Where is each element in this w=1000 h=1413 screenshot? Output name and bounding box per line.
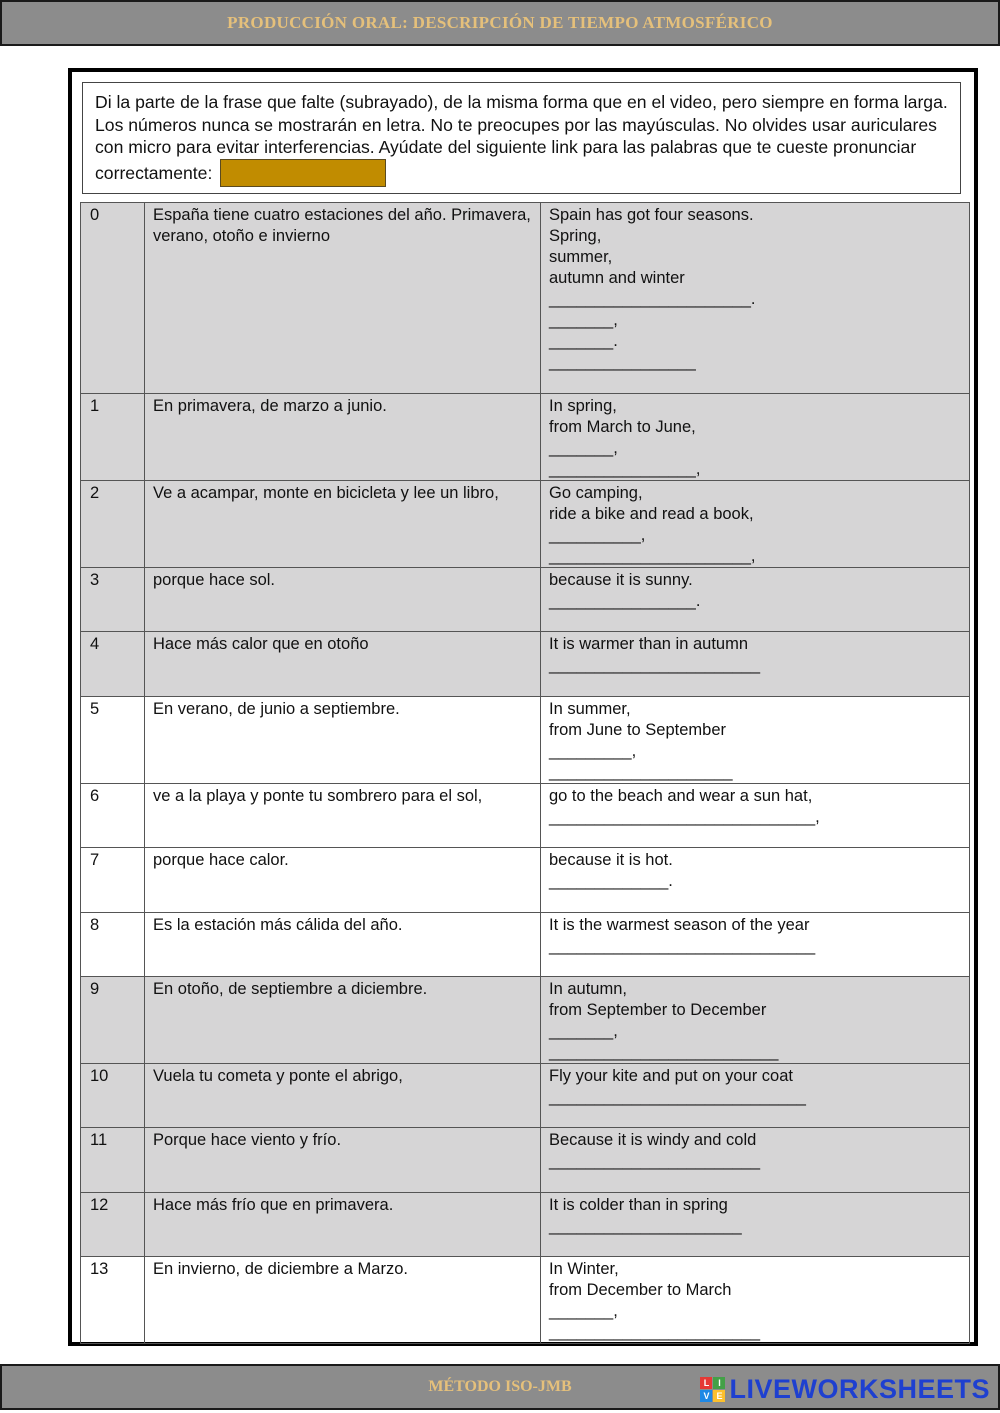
answer-blank[interactable]: _________________________ — [549, 1043, 779, 1061]
logo-letter: V — [700, 1390, 712, 1402]
answer-blank[interactable]: _______. — [549, 332, 618, 350]
table-row — [81, 1064, 970, 1128]
english-line: It is warmer than in autumn — [549, 635, 748, 653]
english-line: Fly your kite and put on your coat — [549, 1067, 793, 1085]
logo-letter: L — [700, 1377, 712, 1389]
table-row — [81, 977, 970, 1064]
table-row — [81, 394, 970, 481]
row-number: 12 — [81, 1193, 145, 1257]
english-line: In summer, — [549, 700, 631, 718]
row-number: 7 — [81, 848, 145, 913]
table-row — [81, 1257, 970, 1344]
table-row — [81, 697, 970, 784]
english-line: from March to June, — [549, 418, 696, 436]
row-number: 10 — [81, 1064, 145, 1128]
english-line: Go camping, — [549, 484, 643, 502]
instructions-box — [82, 82, 961, 194]
table-row — [81, 1128, 970, 1193]
spanish-sentence: Ve a acampar, monte en bicicleta y lee un libro, — [145, 481, 541, 568]
answer-blank[interactable]: _____________________________ — [549, 937, 816, 955]
spanish-sentence: ve a la playa y ponte tu sombrero para el sol, — [145, 784, 541, 848]
row-number: 9 — [81, 977, 145, 1064]
logo-letter: I — [713, 1377, 725, 1389]
row-number: 3 — [81, 568, 145, 632]
english-line: because it is sunny. — [549, 571, 693, 589]
answer-blank[interactable]: _______________________ — [549, 1323, 761, 1341]
table-row — [81, 203, 970, 394]
english-line: from June to September — [549, 721, 727, 739]
spanish-sentence: España tiene cuatro estaciones del año. Primavera, verano, otoño e invierno — [145, 203, 541, 394]
english-answer[interactable] — [541, 568, 970, 632]
english-answer[interactable] — [541, 481, 970, 568]
english-line: autumn and winter — [549, 269, 685, 287]
answer-blank[interactable]: ____________________________ — [549, 1088, 806, 1106]
english-line: In spring, — [549, 397, 617, 415]
pronunciation-link[interactable] — [220, 159, 386, 187]
row-number: 5 — [81, 697, 145, 784]
logo-letter: E — [713, 1390, 725, 1402]
table-row — [81, 913, 970, 977]
spanish-sentence: porque hace sol. — [145, 568, 541, 632]
spanish-sentence: En otoño, de septiembre a diciembre. — [145, 977, 541, 1064]
english-line: ride a bike and read a book, — [549, 505, 754, 523]
logo-icon — [700, 1377, 725, 1402]
method-label: MÉTODO ISO-JMB — [428, 1378, 572, 1395]
english-answer[interactable] — [541, 203, 970, 394]
answer-blank[interactable]: __________, — [549, 526, 646, 544]
footer-bar — [0, 1364, 1000, 1410]
english-line: In autumn, — [549, 980, 627, 998]
table-row — [81, 568, 970, 632]
english-line: It is colder than in spring — [549, 1196, 728, 1214]
answer-blank[interactable]: _______, — [549, 1022, 618, 1040]
liveworksheets-logo[interactable] — [700, 1374, 990, 1405]
english-answer[interactable] — [541, 697, 970, 784]
spanish-sentence: En primavera, de marzo a junio. — [145, 394, 541, 481]
instructions-text: Di la parte de la frase que falte (subrayado), de la misma forma que en el video, pero siempre en forma larga. Los números nunca se mostrarán en letra. No te preocupes por las mayúsculas. No olvides usar auriculares con micro para evitar interferencias. Ayúdate del siguiente link para las palabras que te cueste pronunciar correctamente: — [95, 92, 948, 183]
spanish-sentence: En invierno, de diciembre a Marzo. — [145, 1257, 541, 1344]
spanish-sentence: Vuela tu cometa y ponte el abrigo, — [145, 1064, 541, 1128]
answer-blank[interactable]: ________________. — [549, 592, 701, 610]
answer-blank[interactable]: _________, — [549, 742, 637, 760]
exercise-table — [80, 202, 970, 1344]
answer-blank[interactable]: _______, — [549, 1302, 618, 1320]
row-number: 1 — [81, 394, 145, 481]
answer-blank[interactable]: ________________, — [549, 460, 701, 478]
english-line: go to the beach and wear a sun hat, — [549, 787, 813, 805]
worksheet-frame — [68, 68, 978, 1346]
english-answer[interactable] — [541, 848, 970, 913]
table-row — [81, 481, 970, 568]
table-row — [81, 632, 970, 697]
answer-blank[interactable]: _____________________________, — [549, 808, 820, 826]
english-line: because it is hot. — [549, 851, 673, 869]
english-line: Spring, — [549, 227, 602, 245]
spanish-sentence: porque hace calor. — [145, 848, 541, 913]
row-number: 8 — [81, 913, 145, 977]
row-number: 4 — [81, 632, 145, 697]
english-line: summer, — [549, 248, 613, 266]
table-row — [81, 784, 970, 848]
row-number: 2 — [81, 481, 145, 568]
answer-blank[interactable]: _____________. — [549, 872, 673, 890]
row-number: 11 — [81, 1128, 145, 1193]
table-row — [81, 848, 970, 913]
answer-blank[interactable]: _______, — [549, 439, 618, 457]
english-line: from September to December — [549, 1001, 767, 1019]
answer-blank[interactable]: _______, — [549, 311, 618, 329]
english-answer[interactable] — [541, 1193, 970, 1257]
english-line: from December to March — [549, 1281, 732, 1299]
row-number: 13 — [81, 1257, 145, 1344]
english-answer[interactable] — [541, 913, 970, 977]
answer-blank[interactable]: ______________________. — [549, 290, 756, 308]
answer-blank[interactable]: _______________________ — [549, 1152, 761, 1170]
english-answer[interactable] — [541, 632, 970, 697]
answer-blank[interactable]: _______________________ — [549, 656, 761, 674]
spanish-sentence: Hace más frío que en primavera. — [145, 1193, 541, 1257]
header-bar — [0, 0, 1000, 46]
row-number: 0 — [81, 203, 145, 394]
spanish-sentence: Hace más calor que en otoño — [145, 632, 541, 697]
english-line: In Winter, — [549, 1260, 619, 1278]
english-answer[interactable] — [541, 977, 970, 1064]
english-answer[interactable] — [541, 1257, 970, 1344]
english-line: Spain has got four seasons. — [549, 206, 754, 224]
english-answer[interactable] — [541, 1064, 970, 1128]
answer-blank[interactable]: _____________________ — [549, 1217, 742, 1235]
page-title: PRODUCCIÓN ORAL: DESCRIPCIÓN DE TIEMPO ATMOSFÉRICO — [227, 13, 773, 32]
english-answer[interactable] — [541, 394, 970, 481]
english-line: Because it is windy and cold — [549, 1131, 757, 1149]
english-line: It is the warmest season of the year — [549, 916, 810, 934]
english-answer[interactable] — [541, 1128, 970, 1193]
spanish-sentence: En verano, de junio a septiembre. — [145, 697, 541, 784]
spanish-sentence: Es la estación más cálida del año. — [145, 913, 541, 977]
answer-blank[interactable]: ____________________ — [549, 763, 733, 781]
answer-blank[interactable]: ______________________, — [549, 547, 756, 565]
answer-blank[interactable]: ________________ — [549, 353, 696, 371]
logo-text: LIVEWORKSHEETS — [729, 1374, 990, 1404]
spanish-sentence: Porque hace viento y frío. — [145, 1128, 541, 1193]
row-number: 6 — [81, 784, 145, 848]
english-answer[interactable] — [541, 784, 970, 848]
table-row — [81, 1193, 970, 1257]
